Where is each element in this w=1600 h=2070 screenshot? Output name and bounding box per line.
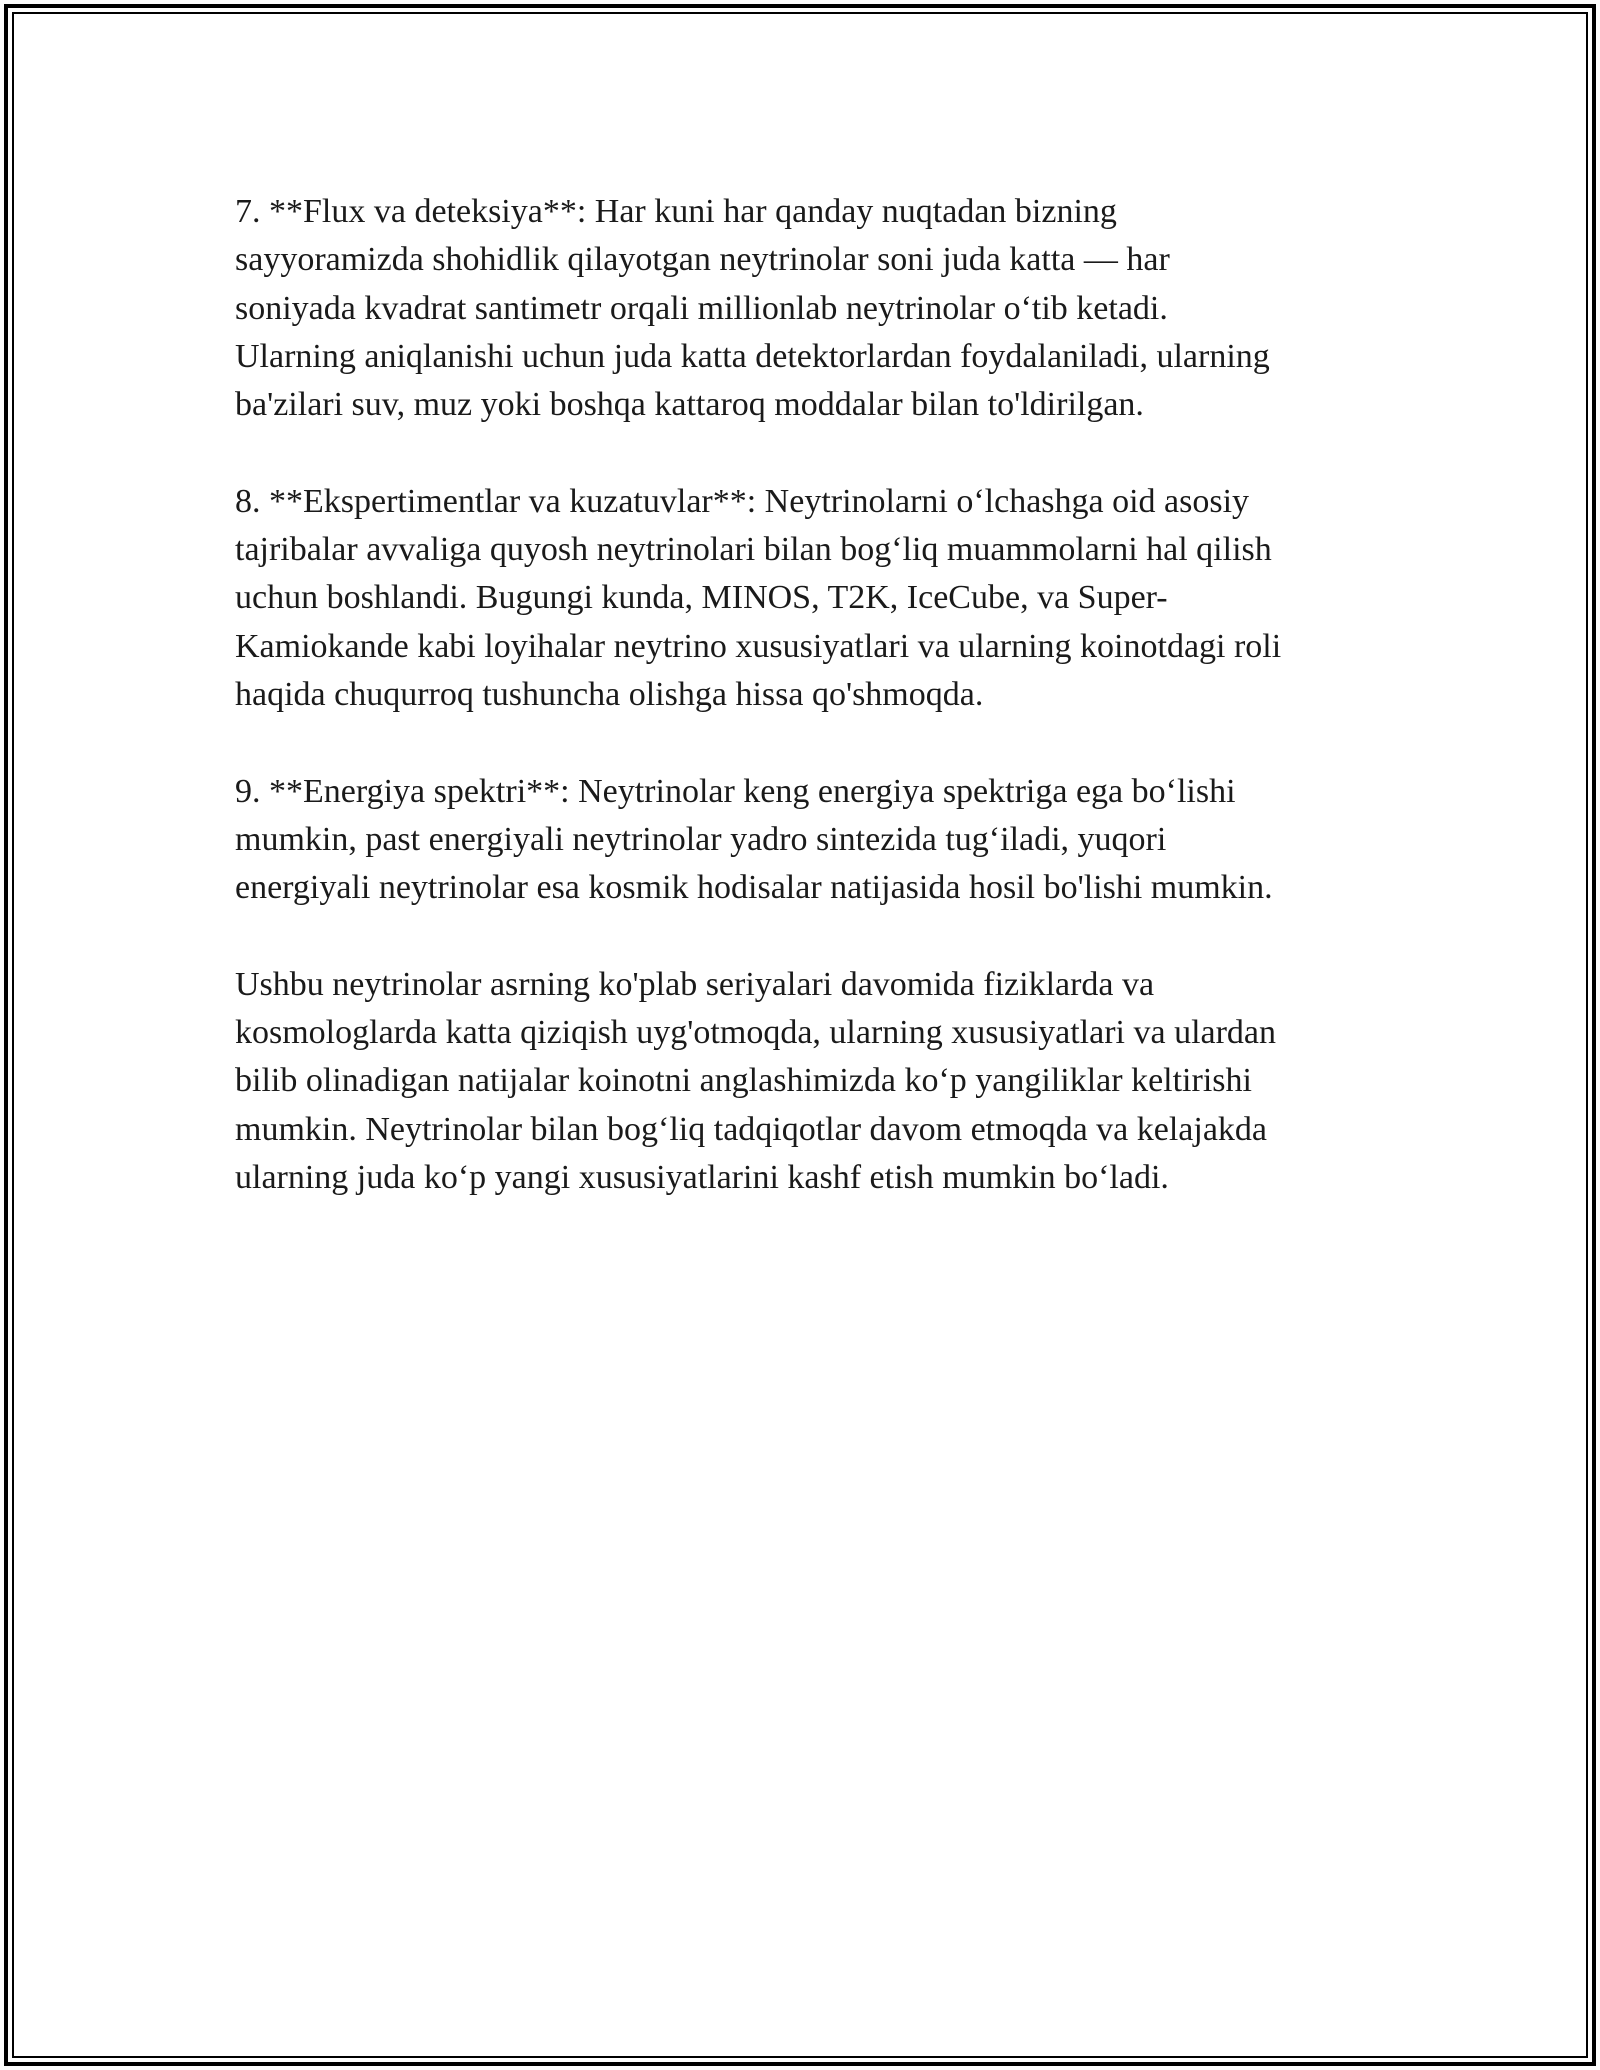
paragraph-conclusion: Ushbu neytrinolar asrning ko'plab seriyalari davomida fiziklarda va kosmologlarda katta qiziqish uyg'otmoqda, ularning xususiyatlari va ulardan bilib olinadigan natijalar koinotni anglashimizda ko‘p yangiliklar keltirishi mumkin. Neytrinolar bilan bog‘liq tadqiqotlar davom etmoqda va kelajakda ularning juda ko‘p yangi xususiyatlarini kashf etish mumkin bo‘ladi. <box>235 965 1277 1196</box>
document-body <box>235 188 1370 1251</box>
paragraph-experiments: 8. **Ekspertimentlar va kuzatuvlar**: Neytrinolarni o‘lchashga oid asosiy tajribalar avvaliga quyosh neytrinolari bilan bog‘liq muammolarni hal qilish uchun boshlandi. Bugungi kunda, MINOS, T2K, IceCube, va Super- Kamiokande kabi loyihalar neytrino xususiyatlari va ularning koinotdagi roli haqida chuqurroq tushuncha olishga hissa qo'shmoqda. <box>235 482 1282 713</box>
paragraph-energy-spectrum: 9. **Energiya spektri**: Neytrinolar keng energiya spektriga ega bo‘lishi mumkin, past energiyali neytrinolar yadro sintezida tug‘iladi, yuqori energiyali neytrinolar esa kosmik hodisalar natijasida hosil bo'lishi mumkin. <box>235 772 1273 907</box>
paragraph-flux-detection: 7. **Flux va deteksiya**: Har kuni har qanday nuqtadan bizning sayyoramizda shohidlik qilayotgan neytrinolar soni juda katta — har soniyada kvadrat santimetr orqali millionlab neytrinolar o‘tib ketadi. Ularning aniqlanishi uchun juda katta detektorlardan foydalaniladi, ularning ba'zilari suv, muz yoki boshqa kattaroq moddalar bilan to'ldirilgan. <box>235 193 1270 424</box>
